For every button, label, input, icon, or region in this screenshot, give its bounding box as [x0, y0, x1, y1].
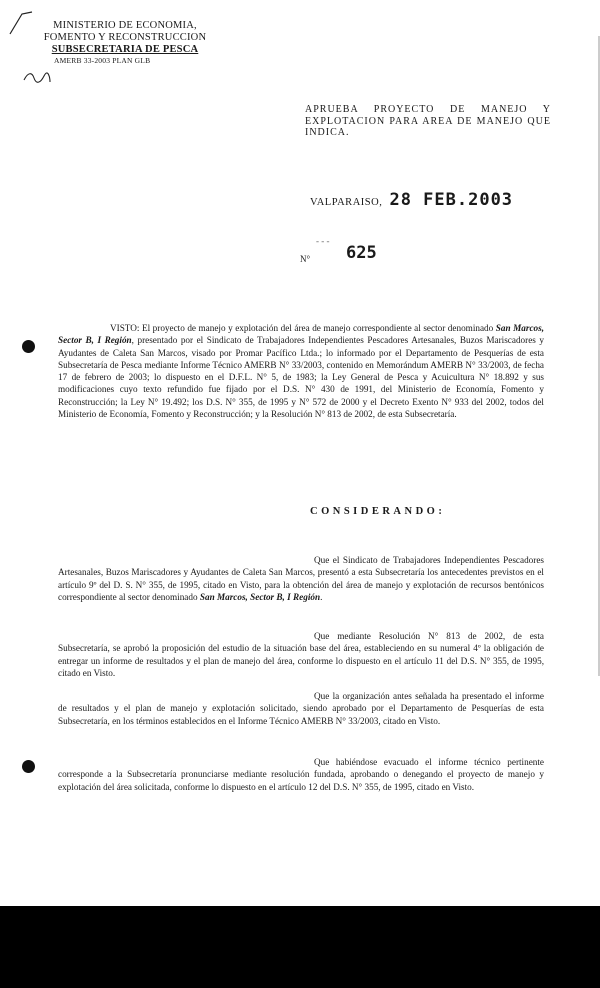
signature-scribble-icon: [22, 70, 52, 86]
considerando-paragraph-1: [58, 554, 544, 603]
letterhead-subsecretaria: SUBSECRETARIA DE PESCA: [51, 44, 199, 55]
resolution-number: [300, 238, 390, 268]
visto-paragraph: [58, 322, 544, 420]
letterhead-fomento: FOMENTO Y RECONSTRUCCION: [43, 32, 207, 43]
letterhead-reference: AMERB 33-2003 PLAN GLB: [54, 56, 151, 65]
considerando-paragraph-4: Que habiéndose evacuado el informe técnico pertinente corresponde a la Subsecretaría pronunciarse mediante resolución fundada, aprobando o denegando el proyecto de manejo y explotación del área solicitada, conforme lo dispuesto en el artículo 12 del D.S. N° 355, de 1995, citado en Visto.: [58, 757, 544, 792]
number-label: N°: [300, 254, 311, 264]
date-stamp: 28 FEB.2003: [389, 190, 514, 210]
p1-sector: San Marcos, Sector B, I Región: [199, 591, 321, 602]
p1-lead: Que el Sindicato de Trabajadores Independientes Pescadores Artesanales, Buzos Mariscadores y Ayudantes de Caleta San Marcos, presentó a esta Subsecretaría los antecedentes previstos en el artículo 9º del D. S. N° 355, de 1995, citado en Visto, para la obtención del área de manejo y explotación de recursos bentónicos correspondiente al sector denominado: [58, 555, 544, 602]
letterhead-ministry: MINISTERIO DE ECONOMIA,: [53, 20, 197, 31]
scan-border: [0, 906, 600, 988]
considerando-paragraph-3: Que la organización antes señalada ha presentado el informe de resultados y el plan de manejo y explotación solicitado, siendo aprobado por el Departamento de Pesquerías de esta Subsecretaría, en los términos establecidos en el Informe Técnico AMERB N° 33/2003, citado en Visto.: [58, 691, 544, 726]
letterhead: [30, 20, 220, 66]
number-value: 625: [346, 243, 377, 263]
visto-lead: VISTO: El proyecto de manejo y explotación del área de manejo correspondiente al sector denominado: [110, 323, 494, 333]
visto-sector: San Marcos, Sector B, I Región: [58, 323, 544, 346]
considerando-paragraph-2: Que mediante Resolución N° 813 de 2002, de esta Subsecretaría, se aprobó la proposición del estudio de la situación base del área, estableciendo en su numeral 4º la obligación de entregar un informe de resultados y el plan de manejo del área, conforme lo dispuesto en el artículo 11 del D.S. N° 355, de 1995, citado en Visto.: [58, 631, 544, 678]
subject-text: APRUEBA PROYECTO DE MANEJO Y EXPLOTACION PARA AREA DE MANEJO QUE INDICA.: [305, 104, 551, 138]
p1-end: .: [320, 591, 323, 602]
date-line: [310, 190, 513, 210]
punch-hole: [22, 340, 35, 353]
place-label: VALPARAISO,: [310, 197, 383, 208]
number-dashes: - - -: [316, 236, 330, 246]
considerando-heading: CONSIDERANDO:: [310, 506, 446, 517]
visto-rest: , presentado por el Sindicato de Trabajadores Independientes Pescadores Artesanales, Buzos Mariscadores y Ayudantes de Caleta San Marcos, visado por Promar Pacífico Ltda.; lo informado por el Departamento de Pesquerías de esta Subsecretaría de Pesca mediante Informe Técnico AMERB N° 33/2003, contenido en Memorándum AMERB N° 33/2003, de fecha 17 de febrero de 2003; lo dispuesto en el D.F.L. N° 5, de 1983; la Ley General de Pesca y Acuicultura N° 18.892 y sus modificaciones cuyo texto refundido fue fijado por el D.S. N° 430 de 1991, del Ministerio de Economía, Fomento y Reconstrucción; la Ley N° 19.492; los D.S. N° 355, de 1995 y N° 572 de 2000 y el Decreto Exento N° 933 del 2002, todos del Ministerio de Economía, Fomento y Reconstrucción; y la Resolución N° 813 de 2002, de esta Subsecretaría.: [58, 335, 544, 420]
punch-hole: [22, 760, 35, 773]
